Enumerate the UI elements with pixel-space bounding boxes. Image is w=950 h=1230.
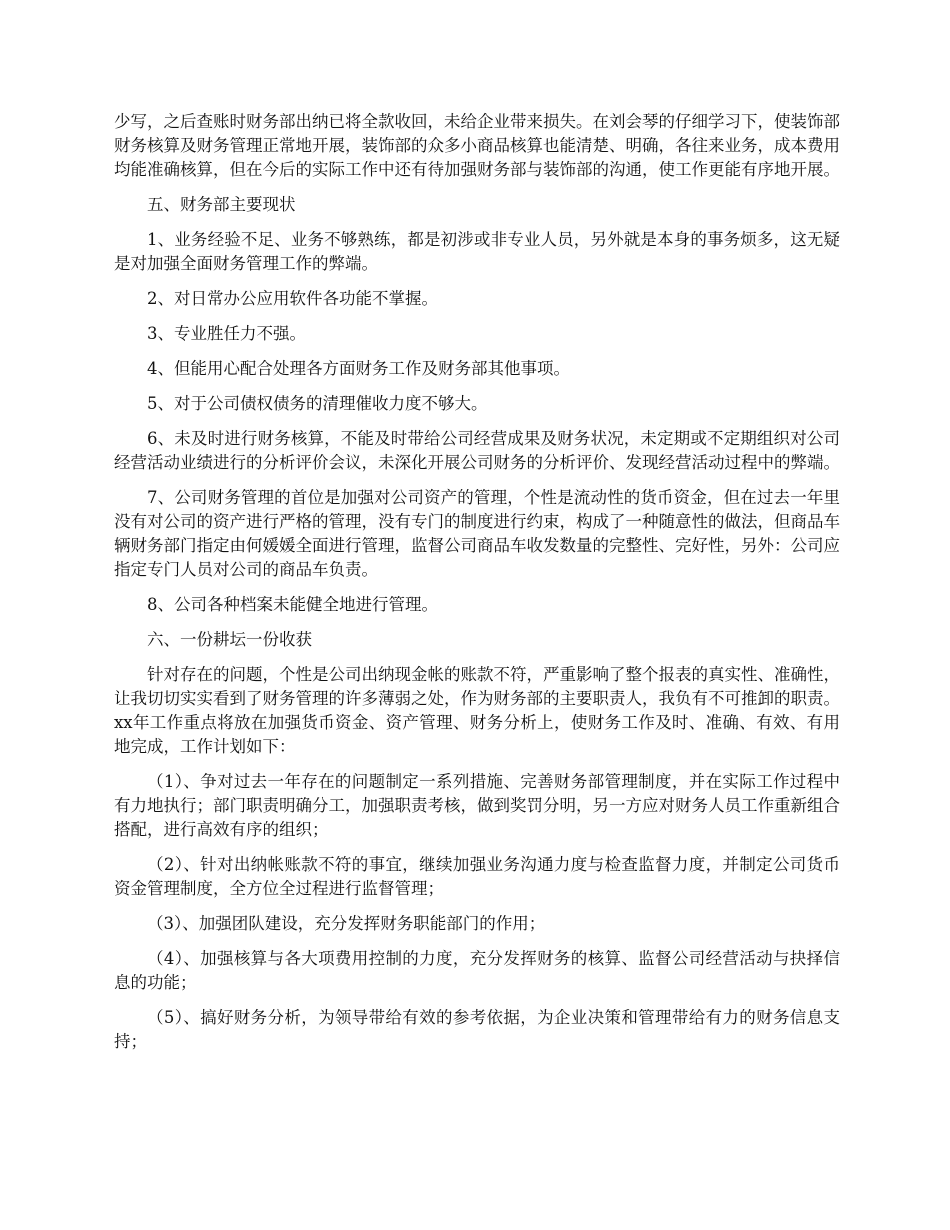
list-item-8: 8、公司各种档案未能健全地进行管理。 (147, 595, 438, 614)
list-item-3: 3、专业胜任力不强。 (147, 324, 306, 343)
list-item-6: 6、未及时进行财务核算，不能及时带给公司经营成果及财务状况，未定期或不定期组织对公司经营活动业绩进行的分析评价会议，未深化开展公司财务的分析评价、发现经营活动过程中的弊端。 (114, 429, 840, 472)
list-item-1: 1、业务经验不足、业务不够熟练，都是初涉或非专业人员，另外就是本身的事务烦多，这无疑是对加强全面财务管理工作的弊端。 (114, 230, 840, 273)
plan-item-4: （4）、加强核算与各大项费用控制的力度，充分发挥财务的核算、监督公司经营活动与抉择信息的功能； (114, 949, 840, 992)
body-paragraph: 针对存在的问题，个性是公司出纳现金帐的账款不符，严重影响了整个报表的真实性、准确性，让我切切实实看到了财务管理的许多薄弱之处，作为财务部的主要职责人，我负有不可推卸的职责。xx年工作重点将放在加强货币资金、资产管理、财务分析上，使财务工作及时、准确、有效、有用地完成，工作计划如下： (114, 665, 840, 756)
section-heading-5: 五、财务部主要现状 (147, 195, 296, 214)
plan-item-2: （2）、针对出纳帐账款不符的事宜，继续加强业务沟通力度与检查监督力度，并制定公司货币资金管理制度，全方位全过程进行监督管理； (114, 855, 840, 898)
plan-item-1: （1）、争对过去一年存在的问题制定一系列措施、完善财务部管理制度，并在实际工作过程中有力地执行；部门职责明确分工，加强职责考核，做到奖罚分明，另一方应对财务人员工作重新组合搭配，进行高效有序的组织； (114, 772, 840, 839)
document-body (114, 110, 840, 1065)
paragraph-continued: 少写，之后查账时财务部出纳已将全款收回，未给企业带来损失。在刘会琴的仔细学习下，使装饰部财务核算及财务管理正常地开展，装饰部的众多小商品核算也能清楚、明确，各往来业务，成本费用均能准确核算，但在今后的实际工作中还有待加强财务部与装饰部的沟通，使工作更能有序地开展。 (114, 112, 840, 179)
plan-item-3: （3）、加强团队建设，充分发挥财务职能部门的作用； (147, 914, 546, 933)
plan-item-5: （5）、搞好财务分析，为领导带给有效的参考依据，为企业决策和管理带给有力的财务信息支持； (114, 1008, 840, 1051)
list-item-2: 2、对日常办公应用软件各功能不掌握。 (147, 289, 438, 308)
list-item-4: 4、但能用心配合处理各方面财务工作及财务部其他事项。 (147, 359, 570, 378)
section-heading-6: 六、一份耕坛一份收获 (147, 630, 312, 649)
list-item-5: 5、对于公司债权债务的清理催收力度不够大。 (147, 394, 488, 413)
list-item-7: 7、公司财务管理的首位是加强对公司资产的管理，个性是流动性的货币资金，但在过去一年里没有对公司的资产进行严格的管理，没有专门的制度进行约束，构成了一种随意性的做法，但商品车辆财务部门指定由何媛媛全面进行管理，监督公司商品车收发数量的完整性、完好性，另外：公司应指定专门人员对公司的商品车负责。 (114, 488, 840, 579)
